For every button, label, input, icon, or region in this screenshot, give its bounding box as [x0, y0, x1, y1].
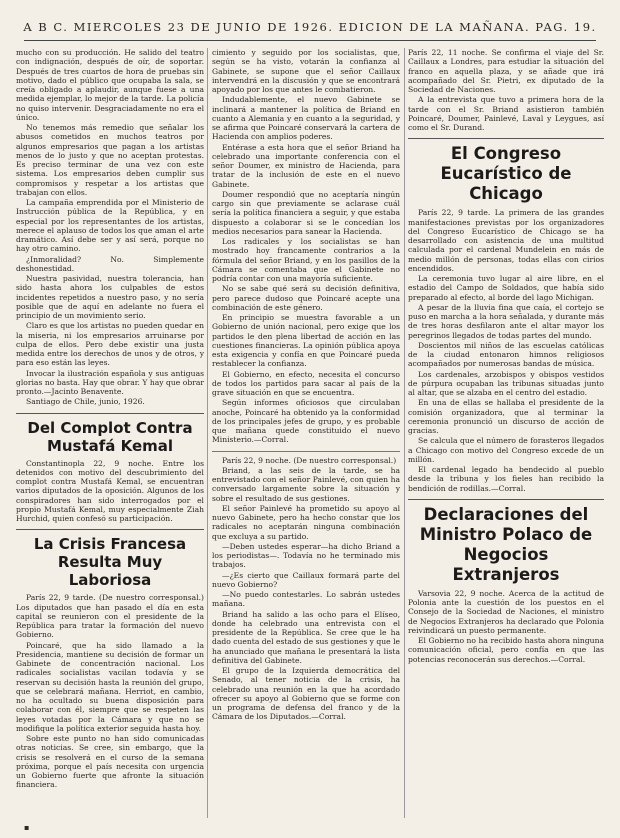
headline-complot: Del Complot Contra Mustafá Kemal	[16, 413, 204, 455]
running-head	[0, 16, 620, 38]
article-paragraph: París 22, 11 noche. Se confirma el viaje del Sr. Caillaux a Londres, para estudiar la situación del franco en aquella plaza, y se añade que irá acompañado del Sr. Pietri, ex diputado de la Sociedad de Naciones.	[408, 48, 604, 94]
article-paragraph: La campaña emprendida por el Ministerio de Instrucción pública de la República, y en especial por los representantes de los artistas, merece el aplauso de todos los que aman el arte dramático. Así debe ser y así será, porque no hay otro camino.	[16, 198, 204, 254]
article-paragraph: —No puedo contestarles. Lo sabrán ustedes mañana.	[212, 590, 400, 609]
dateline: Santiago de Chile, junio, 1926.	[26, 397, 145, 407]
headline-crisis-francesa: La Crisis Francesa Resulta Muy Laboriosa	[16, 529, 204, 589]
article-paragraph: En principio se muestra favorable a un Gobierno de unión nacional, pero exige que los partidos le den plena libertad de acción en las cuestiones financieras. La opinión pública apoya esta exigencia y confía en que Poincaré pueda restablecer la confianza.	[212, 313, 400, 369]
article-paragraph: El Gobierno, en efecto, necesita el concurso de todos los partidos para sacar al país de la grave situación en que se encuentra.	[212, 369, 400, 397]
headline-congreso-eucaristico: El Congreso Eucarístico de Chicago	[408, 138, 604, 204]
article-paragraph: Se calcula que el número de forasteros llegados a Chicago con motivo del Congreso excede de un millón.	[408, 436, 604, 464]
article-paragraph: —¿Es cierto que Caillaux formará parte del nuevo Gobierno?	[212, 570, 400, 589]
column-rule-2	[404, 48, 405, 818]
article-paragraph: Nuestra pasividad, nuestra tolerancia, han sido hasta ahora los culpables de estos incidentes repetidos a nuestro paso, y no sería posible que de aquí en adelante no fuera el principio de un movimiento serio.	[16, 274, 204, 320]
article-paragraph: cimiento y seguido por los socialistas, que, según se ha visto, votarán la confianza al Gabinete, se supone que el señor Caillaux intervendrá en la discusión y que se encontrará apoyado por los que antes le combatieron.	[212, 48, 400, 94]
article-paragraph: Doscientos mil niños de las escuelas católicas de la ciudad entonaron himnos religiosos acompañados por numerosas bandas de música.	[408, 340, 604, 369]
dateline: París 22, 9 noche. (De nuestro corresponsal.)	[212, 451, 400, 465]
article-paragraph: El cardenal legado ha bendecido al pueblo desde la tribuna y los fieles han recibido la bendición de rodillas.—Corral.	[408, 465, 604, 493]
column-rule-1	[207, 48, 208, 818]
article-paragraph: A la entrevista que tuvo a primera hora de la tarde con el Sr. Briand asistieron también Poincaré, Doumer, Painlevé, Laval y Leygues, así como el Sr. Durand.	[408, 95, 604, 132]
article-paragraph: Los radicales y los socialistas se han mostrado hoy francamente contrarios a la fórmula del señor Briand, y en los pasillos de la Cámara se comentaba que el Gabinete no podría contar con una mayoría suficiente.	[212, 237, 400, 283]
running-head-text: A B C. MIERCOLES 23 DE JUNIO DE 1926. EDICION DE LA MAÑANA. PAG. 19.	[23, 20, 597, 34]
article-paragraph: París 22, 9 tarde. La primera de las grandes manifestaciones previstas por los organizadores del Congreso Eucarístico de Chicago se ha desarrollado con asistencia de una multitud calculada por el cardenal Mundelein en más de medio millón de personas, todas ellas con cirios encendidos.	[408, 208, 604, 273]
article-paragraph: Entérase a esta hora que el señor Briand ha celebrado una importante conferencia con el señor Doumer, ex ministro de Hacienda, para tratar de la inclusión de este en el nuevo Gabinete.	[212, 142, 400, 189]
article-paragraph: El Gobierno no ha recibido hasta ahora ninguna comunicación oficial, pero confía en que las potencias reconocerán sus derechos.—Corral.	[408, 636, 604, 664]
article-paragraph: Constantinopla 22, 9 noche. Entre los detenidos con motivo del descubrimiento del complot contra Mustafá Kemal, se encuentran varios diputados de la oposición. Algunos de los conspiradores han sido interrogados por el propio Mustafá Kemal, muy especialmente Ziah Hurchid, quien confesó su participación.	[16, 458, 204, 523]
article-paragraph: En una de ellas se hallaba el presidente de la comisión organizadora, que al terminar la ceremonia pronunció un discurso de acción de gracias.	[408, 398, 604, 435]
article-paragraph: La ceremonia tuvo lugar al aire libre, en el estadio del Campo de Soldados, que había sido preparado al efecto, al borde del lago Michigan.	[408, 274, 604, 302]
article-paragraph: El señor Painlevé ha prometido su apoyo al nuevo Gabinete, pero ha hecho constar que los radicales no aceptarán ninguna combinación que excluya a su partido.	[212, 503, 400, 541]
column-1	[16, 48, 204, 820]
article-paragraph: A pesar de la lluvia fina que caía, el cortejo se puso en marcha a la hora señalada, y durante más de tres horas desfilaron ante el altar mayor los peregrinos llegados de todas partes del mundo.	[408, 302, 604, 340]
article-paragraph: Según informes oficiosos que circulaban anoche, Poincaré ha obtenido ya la conformidad de los principales jefes de grupo, y es probable que mañana quede constituido el nuevo Ministerio.—Corral.	[212, 398, 400, 445]
article-paragraph: Doumer respondió que no aceptaría ningún cargo sin que previamente se aclarase cuál sería la política financiera a seguir, y que estaba dispuesto a colaborar si se le concedían los medios necesarios para sanear la Hacienda.	[212, 189, 400, 236]
headline-ministro-polaco: Declaraciones del Ministro Polaco de Negocios Extranjeros	[408, 499, 604, 585]
article-paragraph: mucho con su producción. He salido del teatro con indignación, después de oír, de soportar. Después de tres cuartos de hora de pruebas sin motivo, dado el público que ocupaba la sala, se creía obligado a aplaudir, aunque fuese a una medida ejemplar, lo mejor de la tarde. La policía no quiso intervenir. Desgraciadamente no era el único.	[16, 48, 204, 122]
article-paragraph: París 22, 9 tarde. (De nuestro corresponsal.) Los diputados que han pasado el día en esta capital se reunieron con el presidente de la República para tratar la formación del nuevo Gobierno.	[16, 593, 204, 640]
article-paragraph: Claro es que los artistas no pueden quedar en la miseria, ni los empresarios arruinarse por culpa de ellos. Pero debe existir una justa medida entre los derechos de unos y de otros, y para eso están las leyes.	[16, 321, 204, 368]
column-2	[212, 48, 400, 820]
article-paragraph: Los cardenales, arzobispos y obispos vestidos de púrpura ocupaban las tribunas situadas junto al altar, que se alzaba en el centro del estadio.	[408, 369, 604, 397]
article-paragraph: Varsovia 22, 9 noche. Acerca de la actitud de Polonia ante la cuestión de los puestos en el Consejo de la Sociedad de Naciones, el ministro de Negocios Extranjeros ha declarado que Polonia reivindicará un puesto permanente.	[408, 588, 604, 635]
article-paragraph: Indudablemente, el nuevo Gabinete se inclinará a mantener la política de Briand en cuanto a Alemania y en cuanto a la seguridad, y se afirma que Poincaré conservará la cartera de Hacienda con amplios poderes.	[212, 95, 400, 142]
article-paragraph: El grupo de la Izquierda democrática del Senado, al tener noticia de la crisis, ha celebrado una reunión en la que ha acordado ofrecer su apoyo al Gobierno que se forme con un programa de defensa del franco y de la Cámara de los Diputados.—Corral.	[212, 666, 400, 722]
article-paragraph: No se sabe qué será su decisión definitiva, pero parece dudoso que Poincaré acepte una combinación de este género.	[212, 284, 400, 312]
article-paragraph: No tenemos más remedio que señalar los abusos cometidos en muchos teatros por algunos empresarios que pagan a los artistas menos de lo justo y que no aceptan protestas. Es preciso terminar de una vez con este sistema. Los empresarios deben cumplir sus compromisos y respetar a los artistas que trabajan con ellos.	[16, 123, 204, 197]
article-paragraph: ¿Inmoralidad? No. Simplemente deshonestidad.	[16, 254, 204, 273]
article-paragraph: Sobre este punto no han sido comunicadas otras noticias. Se cree, sin embargo, que la crisis se resolverá en el curso de la semana próxima, porque el país necesita con urgencia un Gobierno fuerte que afronte la situación financiera.	[16, 734, 204, 790]
header-rule	[24, 40, 596, 41]
article-paragraph: Briand ha salido a las ocho para el Elíseo, donde ha celebrado una entrevista con el presidente de la República. Se cree que le ha dado cuenta del estado de sus gestiones y que le ha anunciado que mañana le presentará la lista definitiva del Gabinete.	[212, 609, 400, 665]
article-paragraph: Briand, a las seis de la tarde, se ha entrevistado con el señor Painlevé, con quien ha conversado largamente sobre la situación y sobre el resultado de sus gestiones.	[212, 465, 400, 503]
article-paragraph: Invocar la ilustración española y sus antiguas glorias no basta. Hay que obrar. Y hay que obrar pronto.—Jacinto Benavente.	[16, 368, 204, 396]
column-3	[408, 48, 604, 820]
article-paragraph: Poincaré, que ha sido llamado a la Presidencia, mantiene su decisión de formar un Gabinete de concentración nacional. Los radicales socialistas vacilan todavía y se reservan su decisión hasta la reunión del grupo, que se celebrará mañana. Herriot, en cambio, no ha ocultado su buena disposición para colaborar con él, siempre que se respeten las leyes votadas por la Cámara y que no se modifique la política exterior seguida hasta hoy.	[16, 640, 204, 733]
article-paragraph: —Deben ustedes esperar—ha dicho Briand a los periodistas—. Todavía no he terminado mis trabajos.	[212, 541, 400, 570]
footer-mark: ▪	[24, 823, 30, 832]
